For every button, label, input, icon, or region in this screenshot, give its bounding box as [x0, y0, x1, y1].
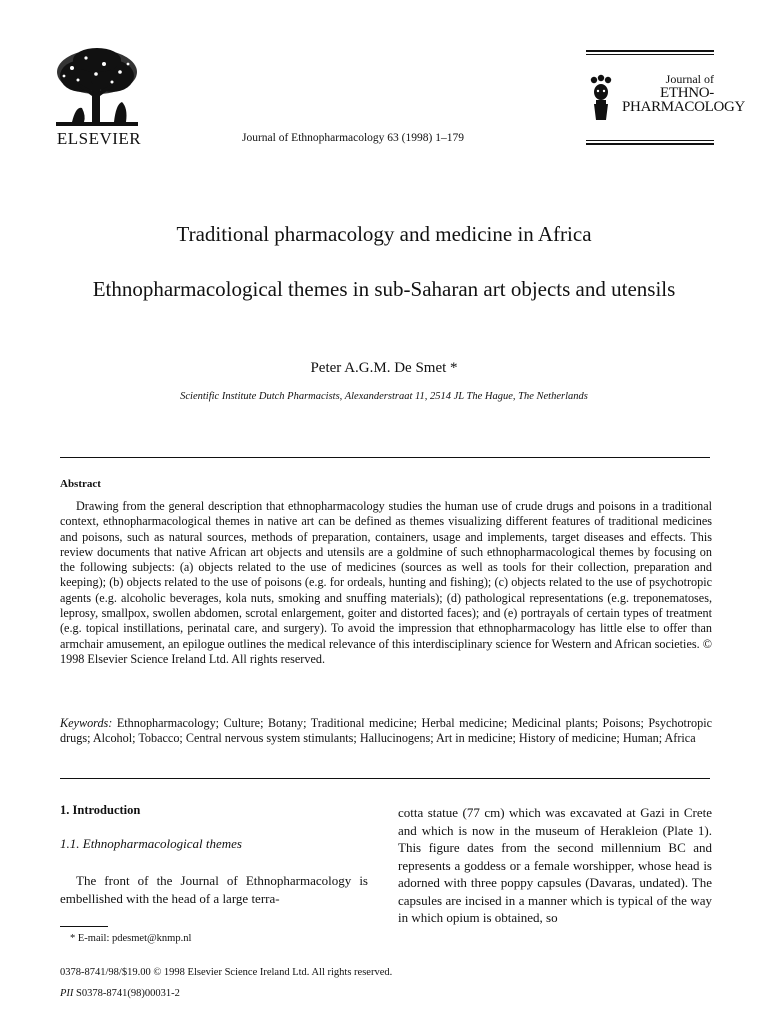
masthead-bottom-rule-thin [586, 140, 714, 141]
journal-citation: Journal of Ethnopharmacology 63 (1998) 1–179 [242, 132, 464, 144]
pii-line [60, 988, 180, 999]
keywords-text: Ethnopharmacology; Culture; Botany; Traditional medicine; Herbal medicine; Medicinal plants; Poisons; Psychotropic drugs; Alcohol; Tobacco; Central nervous system stimulants; Hallucinogens; Art in medicine; History of medicine; Human; Africa [60, 716, 712, 746]
masthead-pharmacology: PHARMACOLOGY [622, 99, 746, 115]
body-right-column: cotta statue (77 cm) which was excavated at Gazi in Crete and which is now in the museum of Herakleion (Plate 1). This figure dates from the second millennium BC and represents a goddess or a female worshipper, whose head is adorned with three poppy capsules (Davaras, undated). The capsules are incised in a manner which is typical of the way in which opium is obtained, so [398, 805, 712, 925]
masthead-top-rule-thin [586, 54, 714, 55]
author-email-footnote: * E-mail: pdesmet@knmp.nl [70, 933, 192, 944]
author-name: Peter A.G.M. De Smet * [310, 360, 458, 376]
section-heading: 1. Introduction [60, 803, 141, 817]
abstract-bottom-rule [60, 778, 710, 779]
paper-subtitle: Ethnopharmacological themes in sub-Saharan art objects and utensils [92, 277, 676, 301]
author-affiliation: Scientific Institute Dutch Pharmacists, Alexanderstraat 11, 2514 JL The Hague, The Netherlands [180, 391, 588, 402]
masthead-journal-of: Journal of [665, 72, 714, 86]
masthead-ethno: ETHNO- [659, 85, 714, 101]
abstract-top-rule [60, 457, 710, 458]
footnote-rule [60, 926, 108, 927]
abstract-body: Drawing from the general description that ethnopharmacology studies the human use of crude drugs and poisons in a traditional context, ethnopharmacological themes in native art can be defined as themes visualizing different features of traditional medicines and poisons, such as natural sources, methods of preparation, containers, usage and implements, target diseases and effects. This review documents that native African art objects and utensils are a goldmine of such ethnopharmacological themes by focusing on the following subjects: (a) objects related to the use of medicines (sources as well as tools for their collection, preparation and keeping); (b) objects related to the use of poisons (e.g. for ordeals, hunting and fishing); (c) objects related to the use of psychotropic agents (e.g. alcoholic beverages, kola nuts, smoking and snuffing materials); (d) pathological representations (e.g. treponematoses, leprosy, smallpox, swollen abdomen, scrotal enlargement, goiter and distorted faces); and (e) portrayals of certain types of treatment (e.g. topical instillations, perinatal care, and surgery). To avoid the impression that ethnopharmacology has little else to offer than armchair amusement, an epilogue outlines the medical relevance of this interdisciplinary science for Western and African societies. © 1998 Elsevier Science Ireland Ltd. All rights reserved. [60, 499, 712, 666]
copyright-line: 0378-8741/98/$19.00 © 1998 Elsevier Science Ireland Ltd. All rights reserved. [60, 967, 393, 978]
subsection-heading: 1.1. Ethnopharmacological themes [60, 836, 242, 851]
journal-masthead [586, 50, 746, 146]
abstract-heading: Abstract [60, 478, 101, 490]
masthead-text [622, 72, 746, 115]
body-left-column: The front of the Journal of Ethnopharmacology is embellished with the head of a large terra- [60, 873, 368, 906]
keywords [60, 716, 712, 747]
elsevier-tree-logo [52, 46, 142, 130]
poppy-goddess-icon [590, 74, 612, 122]
keywords-label: Keywords: [60, 716, 113, 730]
pii-label: PII [60, 988, 74, 999]
masthead-top-rule [586, 50, 714, 52]
publisher-name: ELSEVIER [56, 129, 142, 148]
paper-title: Traditional pharmacology and medicine in Africa [176, 222, 592, 246]
masthead-bottom-rule [586, 143, 714, 145]
pii-value: S0378-8741(98)00031-2 [73, 988, 180, 999]
